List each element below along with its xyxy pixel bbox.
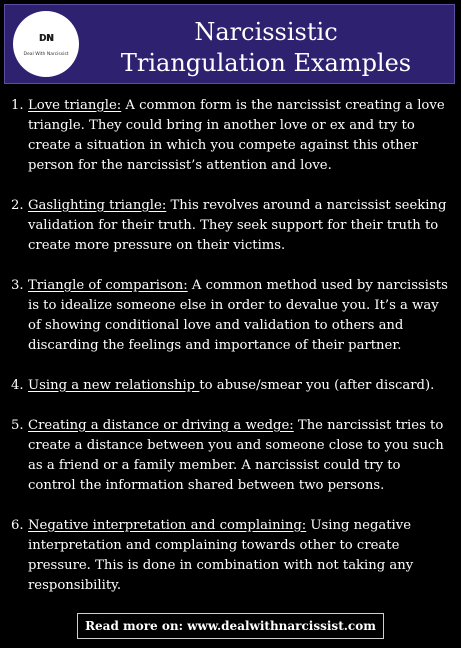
page-title <box>83 17 449 79</box>
item-term: Triangle of comparison: <box>28 278 188 293</box>
item-term: Creating a distance or driving a wedge: <box>28 418 294 433</box>
title-line-2: Triangulation Examples <box>120 49 412 77</box>
item-number: 2. <box>11 198 24 213</box>
examples-list <box>11 96 451 616</box>
title-banner <box>4 4 455 84</box>
logo-mark: ᴅɴ <box>38 30 54 44</box>
item-text: The narcissist tries to create a distance between you and someone close to you such as a friend or a family member. A narcissist could try to control the information shared between two persons. <box>28 418 444 493</box>
item-text: to abuse/smear you (after discard). <box>199 378 435 393</box>
deal-with-narcissist-logo <box>13 11 79 77</box>
list-item-new-relationship <box>11 376 451 396</box>
item-text: A common method used by narcissists is to idealize someone else in order to devalue you. It’s a way of showing conditional love and validation to others and discarding the feelings and importance of their partner. <box>28 278 448 353</box>
item-number: 4. <box>11 378 24 393</box>
list-item-negative-interpretation <box>11 516 451 596</box>
item-term: Negative interpretation and complaining: <box>28 518 307 533</box>
item-term: Gaslighting triangle: <box>28 198 167 213</box>
item-text: Using negative interpretation and complaining towards other to create pressure. This is done in combination with not taking any responsibility. <box>28 518 414 593</box>
list-item-gaslighting-triangle <box>11 196 451 256</box>
item-number: 6. <box>11 518 24 533</box>
item-term: Love triangle: <box>28 98 122 113</box>
item-term: Using a new relationship <box>28 378 200 393</box>
item-number: 3. <box>11 278 24 293</box>
list-item-driving-a-wedge <box>11 416 451 496</box>
list-item-love-triangle <box>11 96 451 176</box>
item-text: A common form is the narcissist creating a love triangle. They could bring in another love or ex and try to create a situation in which you compete against this other person for the narcissist’s attention and love. <box>28 98 445 173</box>
read-more-footer: Read more on: www.dealwithnarcissist.com <box>77 613 384 639</box>
logo-text: Deal With Narcissist <box>23 52 69 57</box>
item-text: This revolves around a narcissist seeking validation for their truth. They seek support for their truth to create more pressure on their victims. <box>28 198 447 253</box>
title-line-1: Narcissistic <box>194 18 338 46</box>
item-number: 1. <box>11 98 24 113</box>
list-item-triangle-of-comparison <box>11 276 451 356</box>
item-number: 5. <box>11 418 24 433</box>
